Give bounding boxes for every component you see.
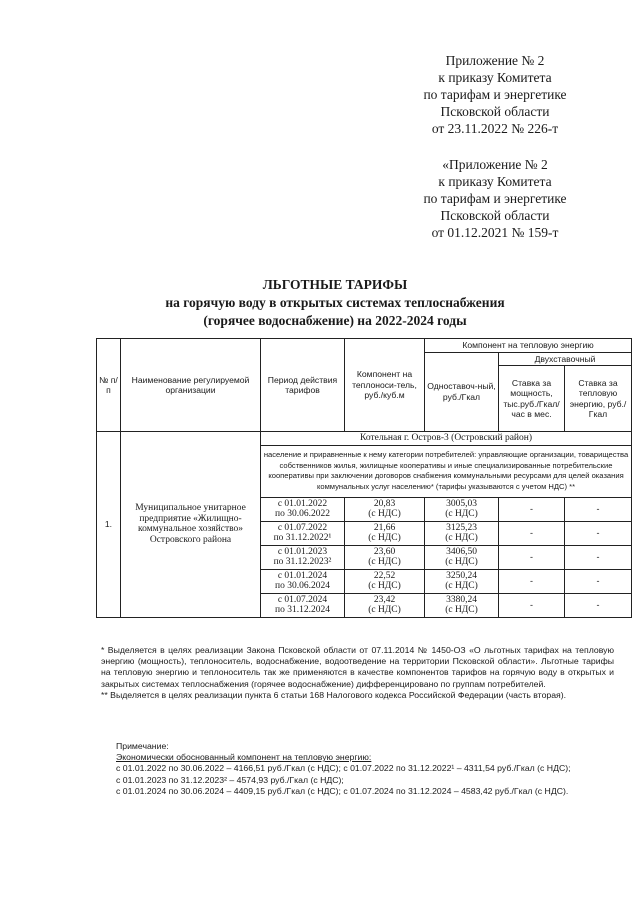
carrier-value: 20,83 [373,498,396,509]
capacity-rate-value: - [499,545,565,569]
row-number: 1. [97,432,121,618]
boiler-name: Котельная г. Остров-3 (Островский район) [261,432,632,446]
title-line: на горячую воду в открытых системах теплоснабжения [165,295,505,310]
header-num: № п/п [97,339,121,432]
period-cell [261,545,345,569]
vat-note: (с НДС) [445,605,478,615]
one-rate-value: 3125,23 [446,522,477,533]
energy-rate-value: - [565,569,632,593]
remark-label: Примечание: [116,741,169,751]
remark-line: с 01.01.2024 по 30.06.2024 – 4409,15 руб./Гкал (с НДС); с 01.07.2024 по 31.12.2024 – 4583,42 руб./Гкал (с НДС). [116,785,569,796]
appendix-previous-header [380,156,610,241]
carrier-value: 23,60 [373,546,396,557]
title-line: (горячее водоснабжение) на 2022-2024 годы [203,313,467,328]
vat-note: (с НДС) [445,533,478,543]
period-from: с 01.01.2022 [277,498,328,509]
one-rate-value: 3380,24 [446,594,477,605]
header-capacity-rate: Ставка за мощность, тыс.руб./Гкал/час в мес. [499,366,565,432]
capacity-rate-value: - [499,569,565,593]
period-to: по 30.06.2024 [275,581,330,591]
period-from: с 01.07.2022 [277,522,328,533]
document-title [90,276,580,330]
one-rate-cell [425,569,499,593]
header-energy-rate: Ставка за тепловую энергию, руб./Гкал [565,366,632,432]
carrier-cell [345,521,425,545]
period-to: по 31.12.2022¹ [273,533,332,543]
appendix-line: к приказу Комитета [438,174,552,189]
period-to: по 31.12.2024 [275,605,330,615]
energy-rate-value: - [565,545,632,569]
appendix-line: от 01.12.2021 № 159-т [431,225,559,240]
appendix-current-header [380,52,610,137]
energy-rate-value: - [565,521,632,545]
appendix-line: Псковской области [440,104,550,119]
one-rate-cell [425,497,499,521]
footnotes [101,645,614,701]
appendix-line: Приложение № 2 [445,53,545,68]
vat-note: (с НДС) [445,581,478,591]
one-rate-cell [425,521,499,545]
one-rate-cell [425,545,499,569]
vat-note: (с НДС) [445,557,478,567]
vat-note: (с НДС) [368,509,401,519]
period-from: с 01.01.2023 [277,546,328,557]
vat-note: (с НДС) [368,533,401,543]
carrier-value: 21,66 [373,522,396,533]
header-one-rate: Одноставоч-ный, руб./Гкал [425,352,499,432]
appendix-line: по тарифам и энергетике [423,191,567,206]
vat-note: (с НДС) [445,509,478,519]
carrier-value: 22,52 [373,570,396,581]
tariff-table [96,338,632,618]
capacity-rate-value: - [499,497,565,521]
remark-section [101,741,619,797]
appendix-line: от 23.11.2022 № 226-т [431,121,559,136]
remark-line: с 01.01.2023 по 31.12.2023² – 4574,93 руб./Гкал (с НДС); [116,774,344,785]
appendix-line: к приказу Комитета [438,70,552,85]
period-to: по 31.12.2023² [273,557,332,567]
carrier-cell [345,593,425,617]
header-period: Период действия тарифов [261,339,345,432]
period-cell [261,521,345,545]
carrier-cell [345,545,425,569]
carrier-cell [345,569,425,593]
energy-rate-value: - [565,497,632,521]
header-two-rate: Двухставочный [499,352,632,366]
capacity-rate-value: - [499,521,565,545]
one-rate-value: 3250,24 [446,570,477,581]
appendix-line: Псковской области [440,208,550,223]
one-rate-value: 3005,03 [446,498,477,509]
consumer-category: население и приравненные к нему категории потребителей: управляющие организации, товарищества собственников жилья, жилищные кооперативы и иные специализированные потребительские кооперативы при заключении договоров снабжения коммунальными ресурсами для целей оказания коммунальных услуг населению* (тарифы указываются с учетом НДС) ** [261,445,632,497]
appendix-line: «Приложение № 2 [442,157,548,172]
period-cell [261,497,345,521]
header-energy-component: Компонент на тепловую энергию [425,339,632,353]
vat-note: (с НДС) [368,605,401,615]
period-cell [261,569,345,593]
carrier-value: 23,42 [373,594,396,605]
organization-name: Муниципальное унитарное предприятие «Жилищно-коммунальное хозяйство» Островского района [121,432,261,618]
period-cell [261,593,345,617]
carrier-cell [345,497,425,521]
period-from: с 01.01.2024 [277,570,328,581]
period-from: с 01.07.2024 [277,594,328,605]
title-line: ЛЬГОТНЫЕ ТАРИФЫ [262,277,408,292]
one-rate-cell [425,593,499,617]
footnote-double-asterisk: ** Выделяется в целях реализации пункта 6 статьи 168 Налогового кодекса Российской Федерации (часть вторая). [101,689,567,700]
period-to: по 30.06.2022 [275,509,330,519]
capacity-rate-value: - [499,593,565,617]
one-rate-value: 3406,50 [446,546,477,557]
appendix-line: по тарифам и энергетике [423,87,567,102]
header-carrier-component: Компонент на теплоноси-тель, руб./куб.м [345,339,425,432]
vat-note: (с НДС) [368,557,401,567]
vat-note: (с НДС) [368,581,401,591]
energy-rate-value: - [565,593,632,617]
remark-subtitle: Экономически обоснованный компонент на тепловую энергию: [116,752,372,763]
header-organization: Наименование регулируемой организации [121,339,261,432]
footnote-single-asterisk: * Выделяется в целях реализации Закона Псковской области от 07.11.2014 № 1450-ОЗ «О льготных тарифах на тепловую энергию (мощность), теплоноситель, водоснабжение, водоотведение на территории Псковской области». Льготные тарифы на тепловую энергию и теплоноситель так же применяются в качестве компонентов тарифов на горячую воду в открытых и закрытых системах теплоснабжения (горячее водоснабжение) дифференцировано по группам потребителей. [101,645,614,689]
remark-line: с 01.01.2022 по 30.06.2022 – 4166,51 руб./Гкал (с НДС); с 01.07.2022 по 31.12.2022¹ – 4311,54 руб./Гкал (с НДС); [116,763,571,774]
